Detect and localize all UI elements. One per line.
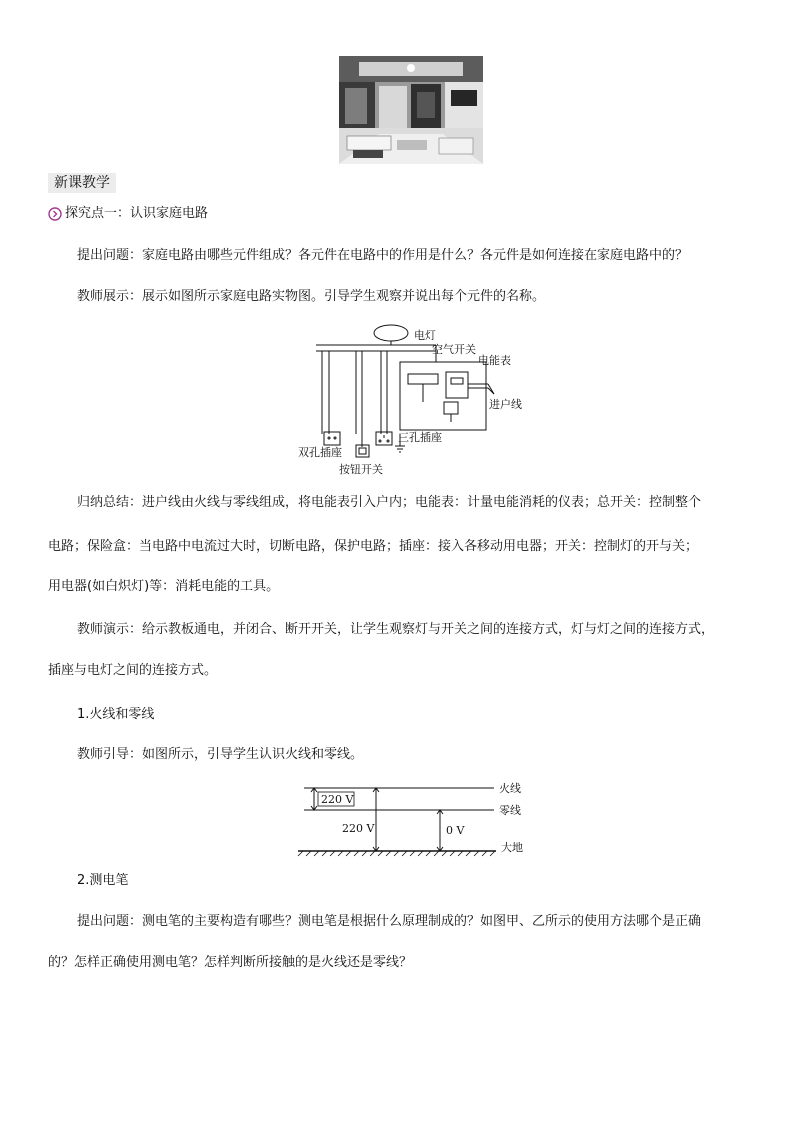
earth-label: 大地 — [501, 841, 523, 854]
explore-heading — [48, 205, 208, 223]
v-neutral-earth-label: 0 V — [446, 824, 465, 837]
v-live-earth-label: 220 V — [342, 822, 375, 835]
section-title: 新课教学 — [48, 173, 116, 193]
summary-paragraph — [77, 494, 777, 512]
summary-line-2: 电路；保险盒：当电路中电流过大时，切断电路，保护电路；插座：接入各移动用电器；开关：控制灯的开与关； — [48, 539, 699, 554]
neutral-wire-label: 零线 — [499, 804, 521, 817]
lamp-label: 电灯 — [414, 329, 436, 342]
v-live-neutral-label: 220 V — [321, 793, 354, 806]
demo-line-1: 教师演示：给示教板通电，并闭合、断开开关，让学生观察灯与开关之间的连接方式，灯与灯之间的连接方式， — [77, 622, 715, 637]
summary-line-1: 归纳总结：进户线由火线与零线组成，将电能表引入户内；电能表：计量电能消耗的仪表；总开关：控制整个 — [77, 495, 702, 510]
demo-line-2: 插座与电灯之间的连接方式。 — [48, 663, 218, 678]
question-line-1: 提出问题：测电笔的主要构造有哪些？测电笔是根据什么原理制成的？如图甲、乙所示的使用方法哪个是正确 — [77, 914, 702, 929]
summary-line-3: 用电器(如白炽灯)等：消耗电能的工具。 — [48, 579, 280, 594]
button-switch-label: 按钮开关 — [339, 463, 383, 476]
question-paragraph: 提出问题：家庭电路由哪些元件组成？各元件在电路中的作用是什么？各元件是如何连接在家庭电路中的？ — [77, 248, 689, 263]
service-line-label: 进户线 — [489, 398, 522, 411]
teacher-show-paragraph: 教师展示：展示如图所示家庭电路实物图。引导学生观察并说出每个元件的名称。 — [77, 289, 546, 304]
item-heading-test-pen: 2.测电笔 — [77, 873, 129, 888]
meter-label: 电能表 — [478, 354, 511, 367]
item-heading-live-neutral: 1.火线和零线 — [77, 707, 155, 722]
question-line-2: 的？怎样正确使用测电笔？怎样判断所接触的是火线还是零线？ — [48, 955, 413, 970]
live-neutral-figure — [296, 778, 536, 856]
two-hole-socket-label: 双孔插座 — [298, 446, 342, 459]
live-wire-label: 火线 — [499, 782, 521, 795]
living-room-photo — [339, 56, 483, 164]
chevron-circle-icon — [48, 207, 62, 221]
explore-heading-text: 探究点一：认识家庭电路 — [65, 206, 209, 221]
three-hole-socket-label: 三孔插座 — [398, 431, 442, 444]
guide-paragraph: 教师引导：如图所示，引导学生认识火线和零线。 — [77, 747, 364, 762]
air-switch-label: 空气开关 — [432, 343, 476, 356]
household-circuit-figure — [296, 322, 536, 482]
